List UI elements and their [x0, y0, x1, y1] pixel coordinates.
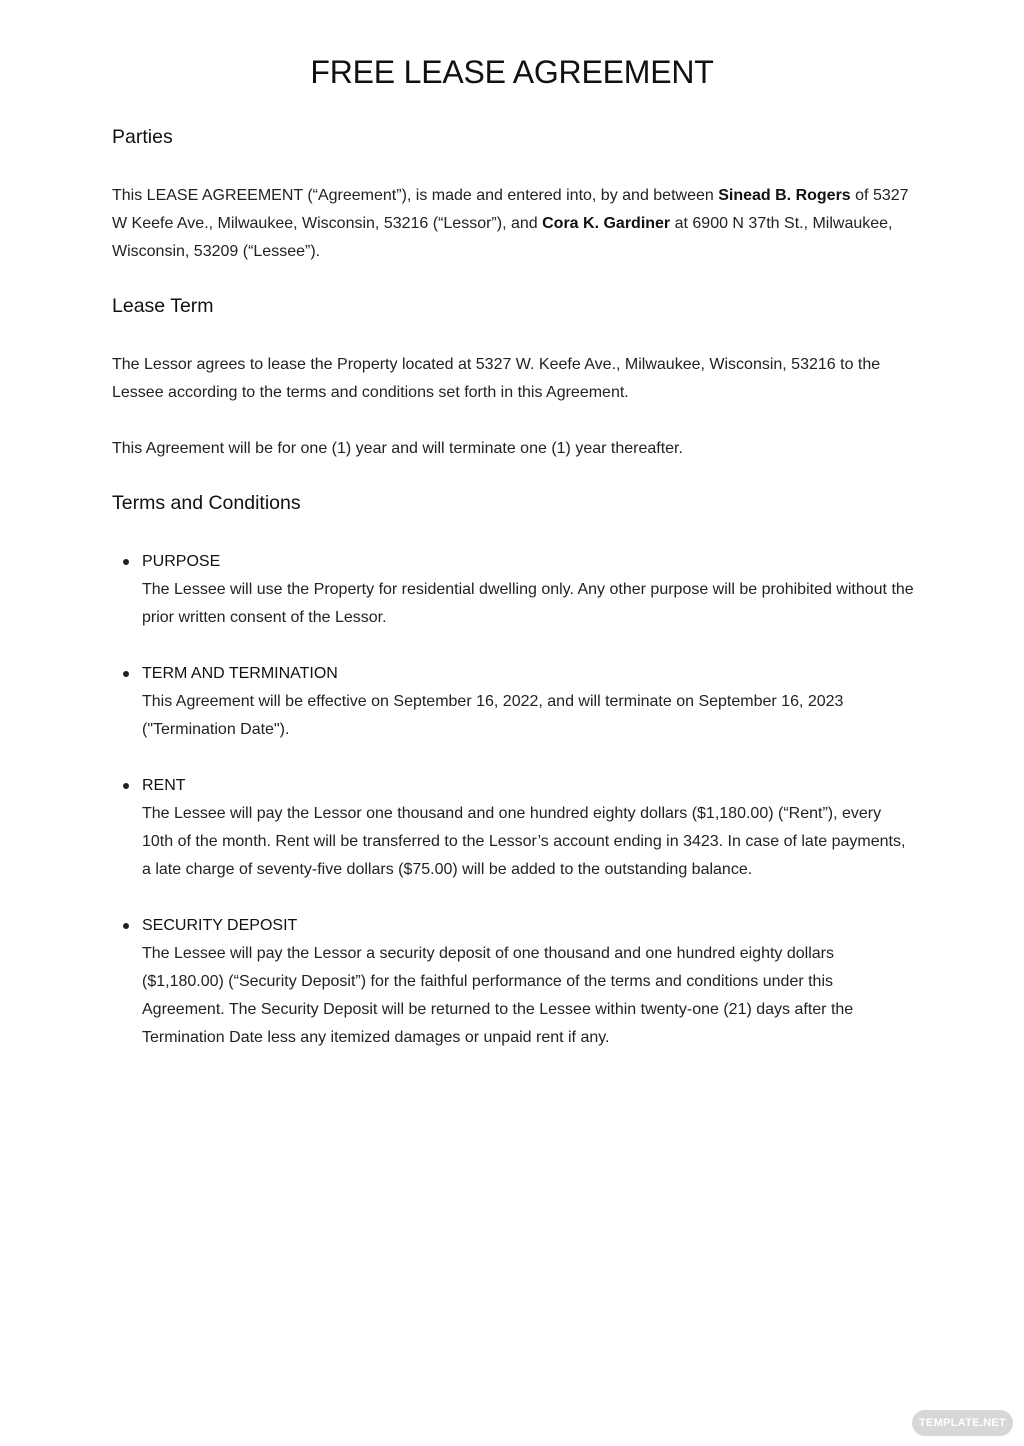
term-body: The Lessee will use the Property for residential dwelling only. Any other purpose will be prohibited without the prior written consent of the Lessor. [142, 581, 914, 626]
term-title: RENT [142, 777, 186, 794]
term-item-rent [142, 772, 914, 884]
term-title: TERM AND TERMINATION [142, 665, 338, 682]
term-item-purpose [142, 548, 914, 632]
parties-paragraph [112, 182, 912, 266]
template-net-watermark[interactable]: TEMPLATE.NET [912, 1410, 1013, 1436]
term-body: The Lessee will pay the Lessor one thousand and one hundred eighty dollars ($1,180.00) (“Rent”), every 10th of the month. Rent will be transferred to the Lessor’s account ending in 3423. In case of late payments, a late charge of seventy-five dollars ($75.00) will be added to the outstanding balance. [142, 805, 906, 878]
parties-text-2: of 5327 W Keefe Ave., Milwaukee, Wisconsin, 53216 (“Lessor”), and [112, 187, 909, 232]
bullet-icon [123, 783, 129, 789]
term-body: The Lessee will pay the Lessor a security deposit of one thousand and one hundred eighty dollars ($1,180.00) (“Security Deposit”) for the faithful performance of the terms and conditions under this Agreement. The Security Deposit will be returned to the Lessee within twenty-one (21) days after the Termination Date less any itemized damages or unpaid rent if any. [142, 945, 854, 1046]
parties-text-3: at 6900 N 37th St., Milwaukee, Wisconsin, 53209 (“Lessee”). [112, 215, 893, 260]
term-title: PURPOSE [142, 553, 221, 570]
bullet-icon [123, 923, 129, 929]
terms-and-conditions-heading: Terms and Conditions [112, 492, 301, 514]
term-item-term-and-termination [142, 660, 914, 744]
lease-term-paragraph-1: The Lessor agrees to lease the Property located at 5327 W. Keefe Ave., Milwaukee, Wisconsin, 53216 to the Lessee according to the terms and conditions set forth in this Agreement. [112, 356, 881, 401]
term-item-security-deposit [142, 912, 914, 1052]
bullet-icon [123, 559, 129, 565]
lease-term-paragraph-2: This Agreement will be for one (1) year and will terminate one (1) year thereafter. [112, 440, 683, 457]
lease-term-heading: Lease Term [112, 295, 214, 317]
term-body: This Agreement will be effective on September 16, 2022, and will terminate on September 16, 2023 ("Termination Date"). [142, 693, 844, 738]
term-title: SECURITY DEPOSIT [142, 917, 298, 934]
parties-text-1: This LEASE AGREEMENT (“Agreement”), is made and entered into, by and between [112, 187, 719, 204]
document-title: FREE LEASE AGREEMENT [310, 54, 714, 90]
bullet-icon [123, 671, 129, 677]
lessee-name: Cora K. Gardiner [542, 215, 671, 232]
parties-heading: Parties [112, 126, 173, 148]
lessor-name: Sinead B. Rogers [718, 187, 851, 204]
